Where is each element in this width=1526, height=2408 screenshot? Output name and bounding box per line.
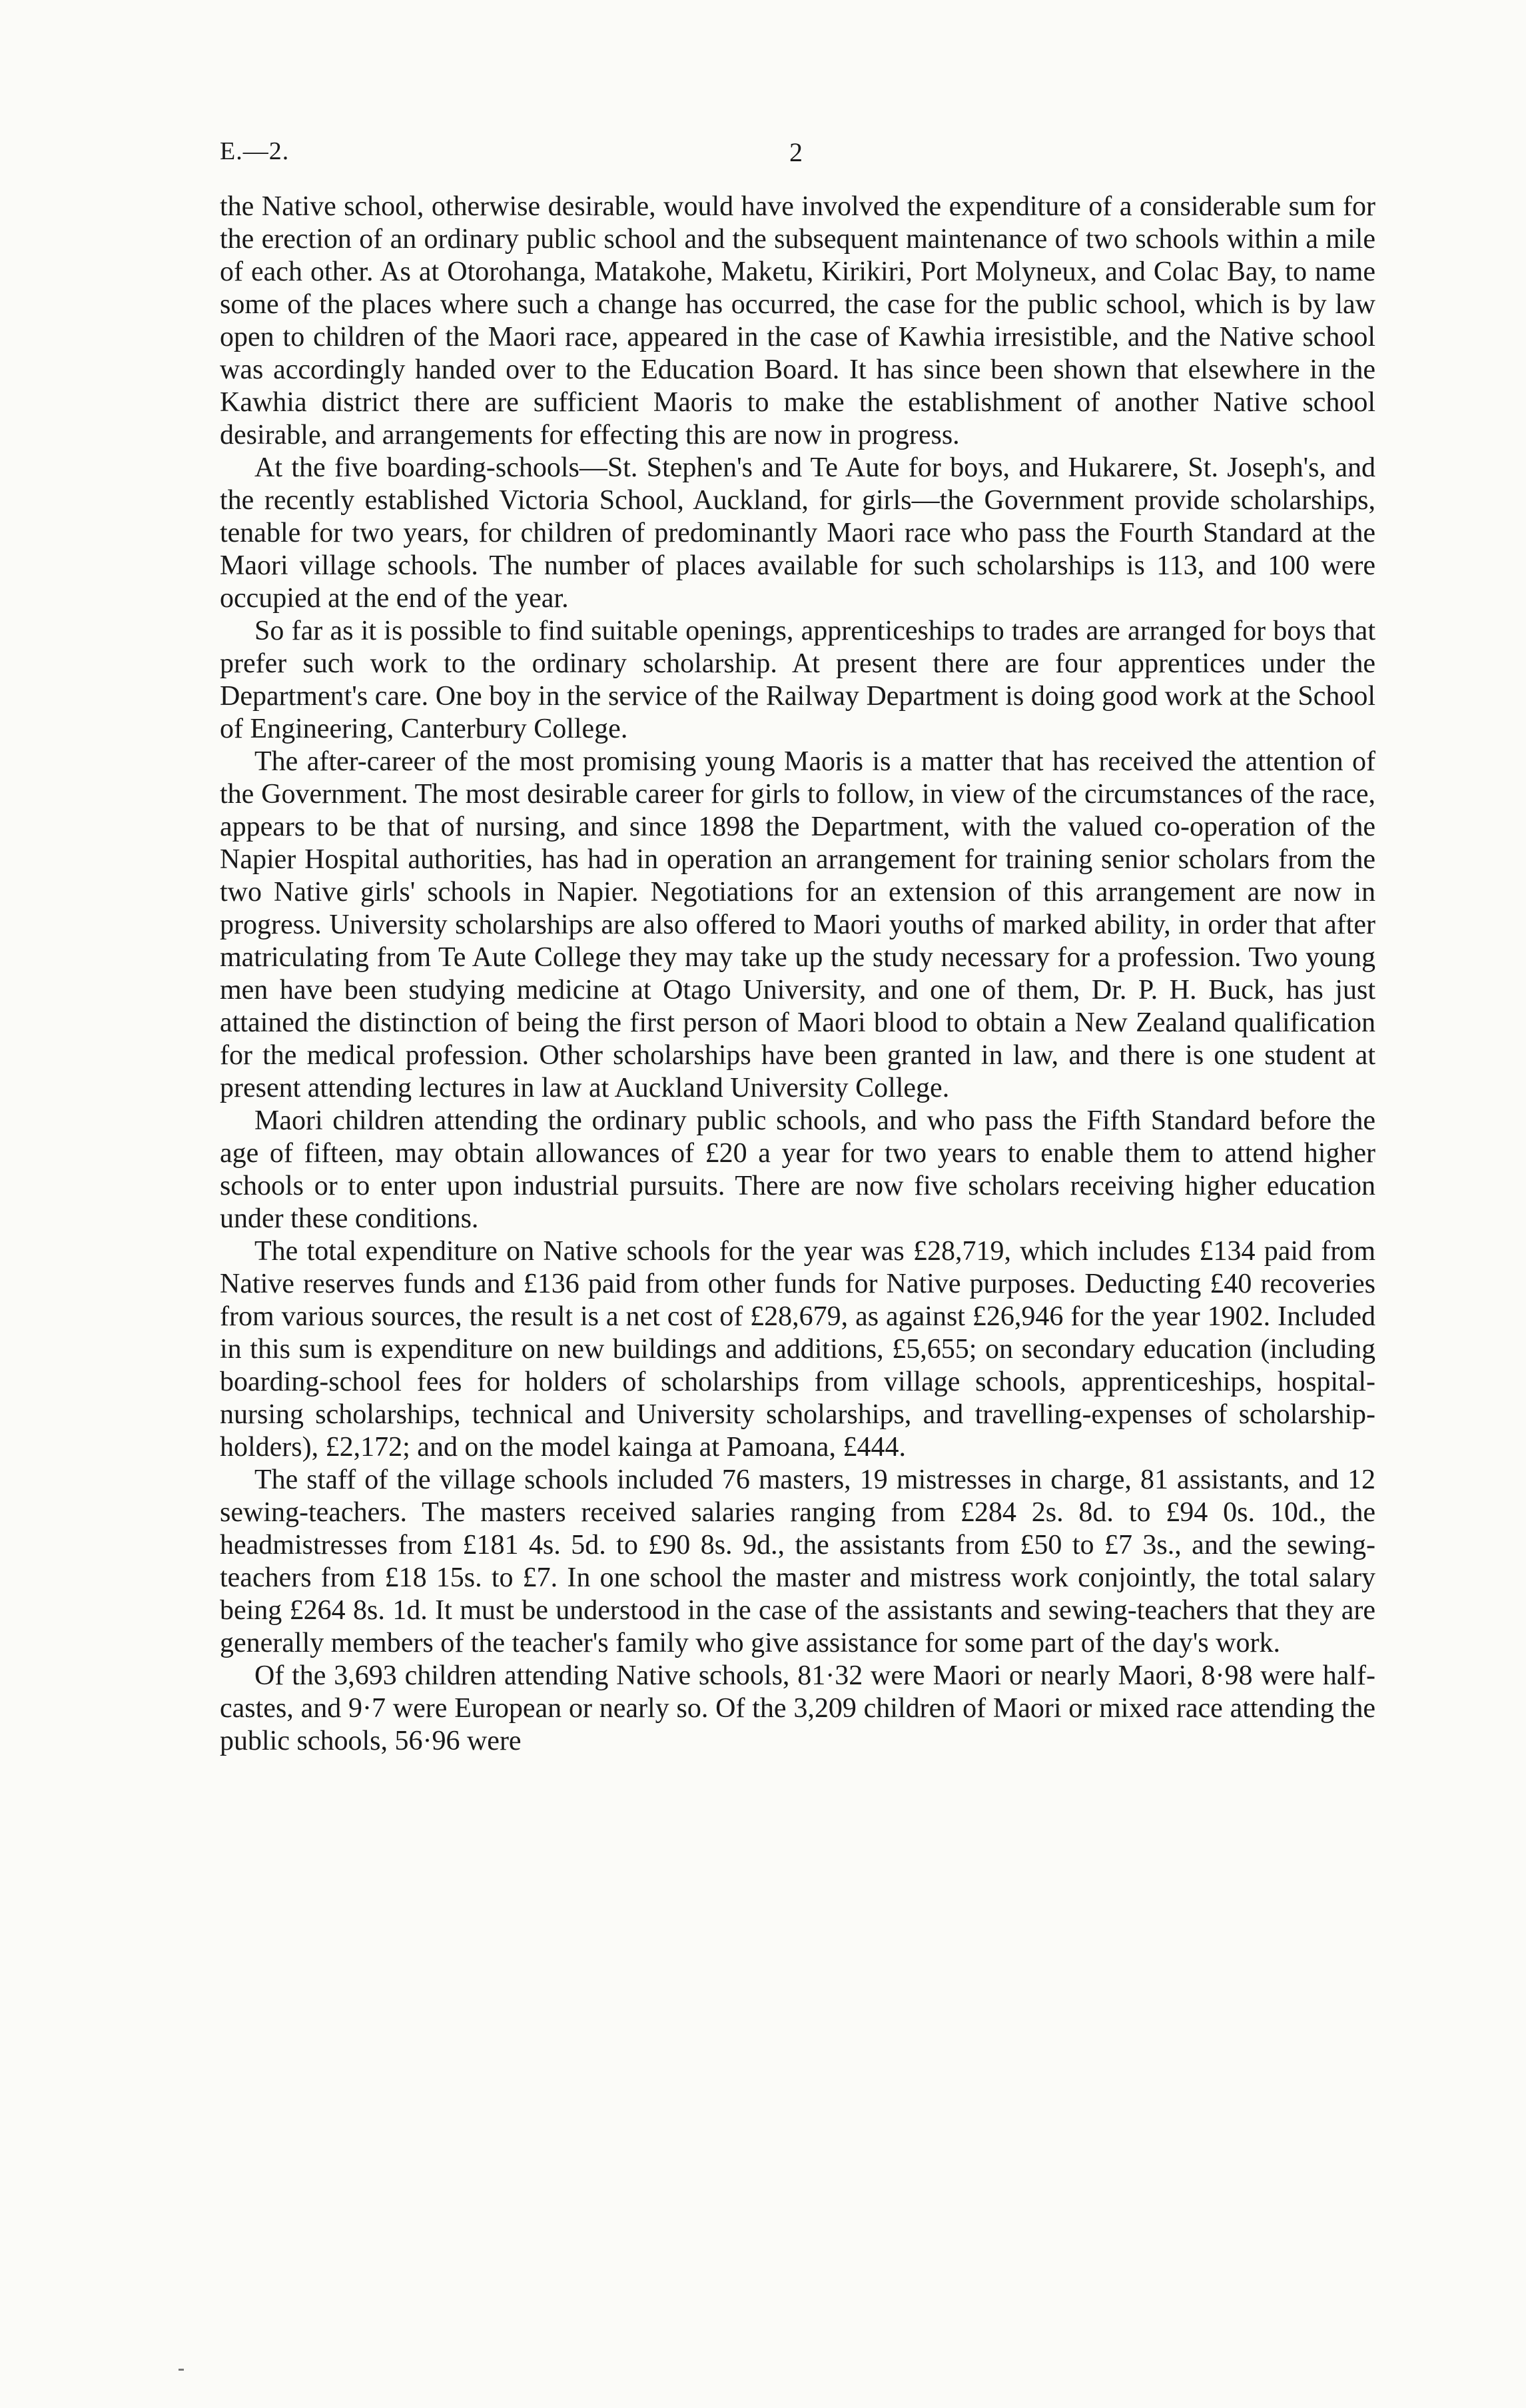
- document-reference: E.—2.: [220, 137, 290, 165]
- paragraph-expenditure: The total expenditure on Native schools for the year was £28,719, which includes £134 paid from Native reserves funds and £136 paid from other funds for Native purposes. Deducting £40 recoveries from various sources, the result is a net cost of £28,679, as against £26,946 for the year 1902. Included in this sum is expenditure on new buildings and additions, £5,655; on secondary education (including boarding-school fees for holders of scholarships from village schools, apprenticeships, hospital-nursing scholarships, technical and University scholarships, and travelling-expenses of scholarship-holders), £2,172; and on the model kainga at Pamoana, £444.: [220, 1236, 1375, 1463]
- body-text: [220, 191, 1375, 1758]
- paragraph-attendance: Of the 3,693 children attending Native schools, 81·32 were Maori or nearly Maori, 8·98 were half-castes, and 9·7 were European or nearly so. Of the 3,209 children of Maori or mixed race attending the public schools, 56·96 were: [220, 1660, 1375, 1756]
- paragraph-apprenticeships: So far as it is possible to find suitable openings, apprenticeships to trades are arranged for boys that prefer such work to the ordinary scholarship. At present there are four apprentices under the Department's care. One boy in the service of the Railway Department is doing good work at the School of Engineering, Canterbury College.: [220, 616, 1375, 744]
- paragraph-staff-salaries: The staff of the village schools included 76 masters, 19 mistresses in charge, 81 assistants, and 12 sewing-teachers. The masters received salaries ranging from £284 2s. 8d. to £94 0s. 10d., the headmistresses from £181 4s. 5d. to £90 8s. 9d., the assistants from £50 to £7 3s., and the sewing-teachers from £18 15s. to £7. In one school the master and mistress work conjointly, the total salary being £264 8s. 1d. It must be understood in the case of the assistants and sewing-teachers that they are generally members of the teacher's family who give assistance for some part of the day's work.: [220, 1465, 1375, 1658]
- paragraph-boarding-schools: At the five boarding-schools—St. Stephen's and Te Aute for boys, and Hukarere, St. Joseph's, and the recently established Victoria School, Auckland, for girls—the Government provide scholarships, tenable for two years, for children of predominantly Maori race who pass the Fourth Standard at the Maori village schools. The number of places available for such scholarships is 113, and 100 were occupied at the end of the year.: [220, 452, 1375, 614]
- scan-mark: [179, 2369, 184, 2371]
- page-header: [220, 137, 1372, 183]
- paragraph-kawhia-school: the Native school, otherwise desirable, would have involved the expenditure of a considerable sum for the erection of an ordinary public school and the subsequent maintenance of two schools within a mile of each other. As at Otorohanga, Matakohe, Maketu, Kirikiri, Port Molyneux, and Colac Bay, to name some of the places where such a change has occurred, the case for the public school, which is by law open to children of the Maori race, appeared in the case of Kawhia irresistible, and the Native school was accordingly handed over to the Education Board. It has since been shown that elsewhere in the Kawhia district there are sufficient Maoris to make the establishment of another Native school desirable, and arrangements for effecting this are now in progress.: [220, 191, 1375, 450]
- page-number: 2: [789, 137, 803, 167]
- paragraph-public-school-allowances: Maori children attending the ordinary public schools, and who pass the Fifth Standard before the age of fifteen, may obtain allowances of £20 a year for two years to enable them to attend higher schools or to enter upon industrial pursuits. There are now five scholars receiving higher education under these conditions.: [220, 1105, 1375, 1234]
- paragraph-after-career: The after-career of the most promising young Maoris is a matter that has received the attention of the Government. The most desirable career for girls to follow, in view of the circumstances of the race, appears to be that of nursing, and since 1898 the Department, with the valued co-operation of the Napier Hospital authorities, has had in operation an arrangement for training senior scholars from the two Native girls' schools in Napier. Negotiations for an extension of this arrangement are now in progress. University scholarships are also offered to Maori youths of marked ability, in order that after matriculating from Te Aute College they may take up the study necessary for a profession. Two young men have been studying medicine at Otago University, and one of them, Dr. P. H. Buck, has just attained the distinction of being the first person of Maori blood to obtain a New Zealand qualification for the medical profession. Other scholarships have been granted in law, and there is one student at present attending lectures in law at Auckland University College.: [220, 746, 1375, 1103]
